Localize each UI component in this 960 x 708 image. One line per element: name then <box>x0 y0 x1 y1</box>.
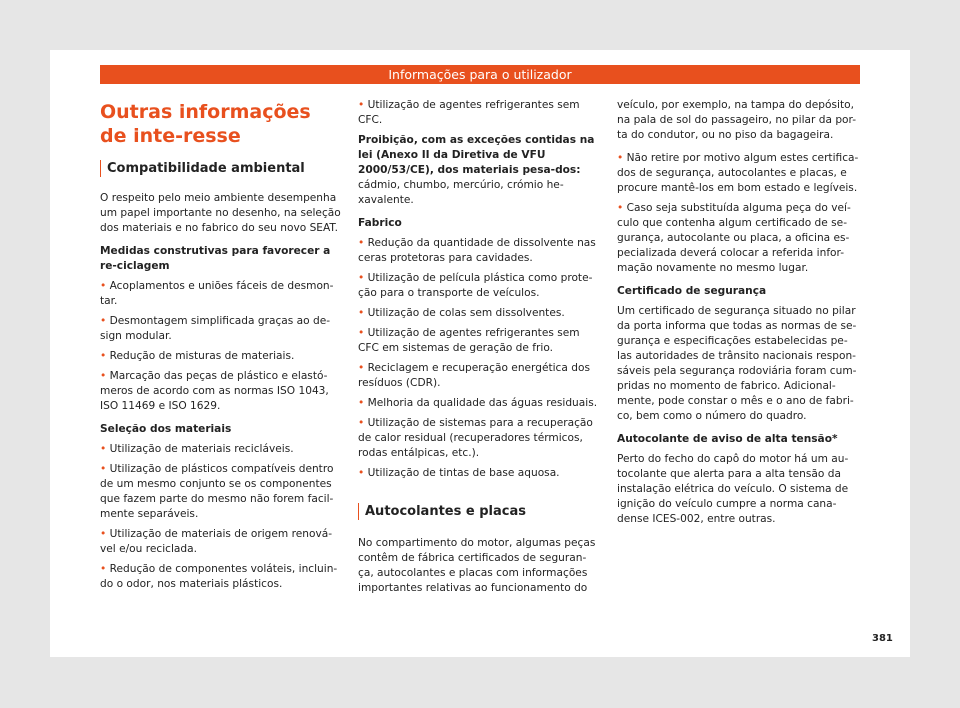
subheading-recycling: Medidas construtivas para favorecer a re-ciclagem <box>100 245 331 272</box>
list-item: • Caso seja substituída alguma peça do veí-culo que contenha algum certificado de se-gurança, autocolante ou placa, a oficina es-pecializada deverá colocar a referida infor-mação novamente no mesmo lugar. <box>617 202 851 274</box>
header-title: Informações para o utilizador <box>388 67 572 82</box>
high-voltage-paragraph: Perto do fecho do capô do motor há um au-tocolante que alerta para a alta tensão da instalação elétrica do veículo. O sistema de ignição do veículo cumpre a norma cana-dense ICES-002, entre outras. <box>617 453 849 525</box>
page-title: Outras informações de inte-resse <box>100 101 311 147</box>
list-item: • Utilização de sistemas para a recuperação de calor residual (recuperadores térmicos, rodas entálpicas, etc.). <box>358 417 593 459</box>
bullet-icon: • <box>358 307 365 319</box>
subheading-manufacturing: Fabrico <box>358 217 402 229</box>
bullet-icon: • <box>358 237 365 249</box>
intro-paragraph: O respeito pelo meio ambiente desempenha um papel importante no desenho, na seleção dos materiais e no fabrico do seu novo SEAT. <box>100 192 341 234</box>
bullet-icon: • <box>100 315 107 327</box>
section-heading-environment: Compatibilidade ambiental <box>100 160 342 177</box>
safety-certificate-paragraph: Um certificado de segurança situado no pilar da porta informa que todas as normas de se-gurança e especificações estabelecidas pe-las autoridades de trânsito nacionais respon-sáveis pela segurança rodoviária foram cum-pridas no momento de fabrico. Adicional-mente, pode constar o mês e o ano de fabri-co, bem como o número do quadro. <box>617 305 857 422</box>
column-2 <box>358 98 600 604</box>
subheading-safety-certificate: Certificado de segurança <box>617 285 767 297</box>
bullet-icon: • <box>358 99 365 111</box>
bullet-icon: • <box>100 350 107 362</box>
list-item: • Utilização de materiais recicláveis. <box>100 443 294 455</box>
bullet-icon: • <box>100 370 107 382</box>
bullet-icon: • <box>100 463 107 475</box>
bullet-icon: • <box>358 362 365 374</box>
header-bar <box>100 65 860 84</box>
bullet-icon: • <box>617 202 624 214</box>
bullet-icon: • <box>358 397 365 409</box>
list-item: • Desmontagem simplificada graças ao de-sign modular. <box>100 315 331 342</box>
bullet-icon: • <box>358 417 365 429</box>
subheading-high-voltage: Autocolante de aviso de alta tensão* <box>617 433 838 445</box>
prohibition-text: cádmio, chumbo, mercúrio, crómio he-xavalente. <box>358 179 564 206</box>
list-item: • Utilização de materiais de origem renová-vel e/ou reciclada. <box>100 528 333 555</box>
list-item: • Utilização de agentes refrigerantes sem CFC. <box>358 99 580 126</box>
bullet-icon: • <box>358 272 365 284</box>
list-item: • Utilização de película plástica como prote-ção para o transporte de veículos. <box>358 272 593 299</box>
labels-paragraph: No compartimento do motor, algumas peças contêm de fábrica certificados de seguran-ça, autocolantes e placas com informações importantes relativas ao funcionamento do <box>358 537 596 594</box>
subheading-materials: Seleção dos materiais <box>100 423 232 435</box>
bullet-icon: • <box>358 327 365 339</box>
bullet-icon: • <box>100 443 107 455</box>
list-item: • Utilização de plásticos compatíveis dentro de um mesmo conjunto se os componentes que fazem parte do mesmo não forem facil-mente separáveis. <box>100 463 334 520</box>
list-item: • Utilização de agentes refrigerantes sem CFC em sistemas de geração de frio. <box>358 327 580 354</box>
section-heading-labels: Autocolantes e placas <box>358 503 600 520</box>
bullet-icon: • <box>100 563 107 575</box>
prohibition-bold: Proibição, com as exceções contidas na lei (Anexo II da Diretiva de VFU 2000/53/CE), dos materiais pesa-dos: <box>358 134 595 176</box>
list-item: • Não retire por motivo algum estes certifica-dos de segurança, autocolantes e placas, e procure mantê-los em bom estado e legíveis. <box>617 152 859 194</box>
page-number: 381 <box>872 633 893 644</box>
list-item: • Melhoria da qualidade das águas residuais. <box>358 397 598 409</box>
list-item: • Redução de misturas de materiais. <box>100 350 295 362</box>
column-1 <box>100 100 342 597</box>
bullet-icon: • <box>100 280 107 292</box>
bullet-icon: • <box>617 152 624 164</box>
list-item: • Acoplamentos e uniões fáceis de desmon-tar. <box>100 280 334 307</box>
list-item: • Utilização de colas sem dissolventes. <box>358 307 565 319</box>
list-item: • Redução da quantidade de dissolvente nas ceras protetoras para cavidades. <box>358 237 596 264</box>
list-item: • Redução de componentes voláteis, incluin-do o odor, nos materiais plásticos. <box>100 563 338 590</box>
column-3 <box>617 98 859 535</box>
list-item: • Marcação das peças de plástico e elastó-meros de acordo com as normas ISO 1043, ISO 11469 e ISO 1629. <box>100 370 329 412</box>
bullet-icon: • <box>358 467 365 479</box>
list-item: • Utilização de tintas de base aquosa. <box>358 467 560 479</box>
bullet-icon: • <box>100 528 107 540</box>
continuation-paragraph: veículo, por exemplo, na tampa do depósito, na pala de sol do passageiro, no pilar da por-ta do condutor, ou no piso da bagageira. <box>617 99 857 141</box>
prohibition-paragraph <box>358 133 600 208</box>
list-item: • Reciclagem e recuperação energética dos resíduos (CDR). <box>358 362 590 389</box>
